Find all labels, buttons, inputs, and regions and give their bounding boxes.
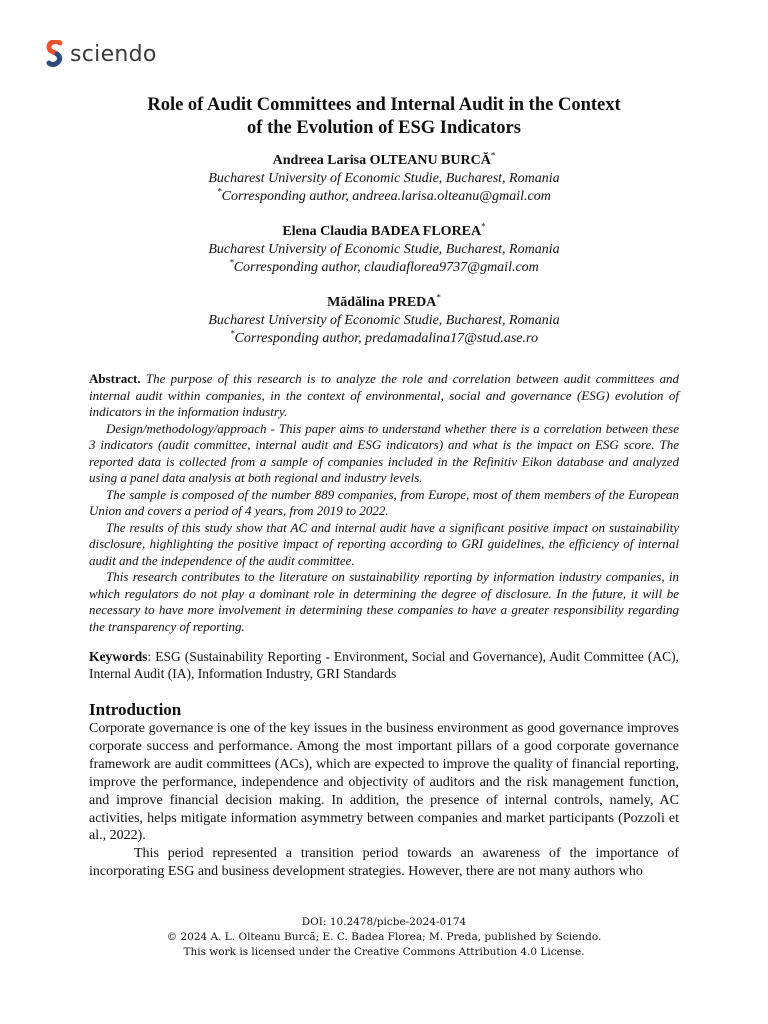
author-1 [90, 152, 678, 206]
body-paragraph: Corporate governance is one of the key issues in the business environment as good governance improves corporate success and performance. Among the most important pillars of a good corporate governance framework are audit committees (ACs), which are expected to improve the quality of financial reporting, improve the performance, independence and objectivity of auditors and the risk management function, and improve financial decision making. In addition, the presence of internal controls, namely, AC activities, helps mitigate information asymmetry between companies and market participants (Pozzoli et al., 2022). [89, 721, 679, 844]
abstract-paragraph: This research contributes to the literature on sustainability reporting by information industry companies, in which regulators do not play a dominant role in determining the degree of disclosure. In the future, it will be necessary to have more involvement in determining these companies to have a greater responsibility regarding the transparency of reporting. [89, 569, 679, 634]
abstract-paragraph: The purpose of this research is to analyze the role and correlation between audit committees and internal audit within companies, in the context of environmental, social and governance (ESG) evolution of indicators in the information industry. [89, 371, 680, 419]
author-name: Andreea Larisa OLTEANU BURCĂ [272, 153, 491, 168]
author-2 [90, 223, 678, 277]
corresponding-mark: * [230, 328, 235, 339]
abstract [89, 371, 679, 635]
page-footer [90, 915, 678, 960]
author-affiliation: Bucharest University of Economic Studie, Bucharest, Romania [208, 171, 560, 186]
doi-line: DOI: 10.2478/picbe-2024-0174 [301, 916, 467, 928]
keywords-text: : ESG (Sustainability Reporting - Environment, Social and Governance), Audit Committee (AC), Internal Audit (IA), Information Industry, GRI Standards [89, 649, 679, 681]
keywords-label: Keywords [89, 649, 148, 664]
corresponding-mark: * [490, 150, 496, 161]
title-line-1: Role of Audit Committees and Internal Audit in the Context [147, 95, 621, 115]
abstract-paragraph: The sample is composed of the number 889 companies, from Europe, most of them members of the European Union and covers a period of 4 years, from 2019 to 2022. [89, 486, 679, 518]
author-3 [90, 294, 678, 348]
introduction-body [89, 720, 679, 881]
abstract-paragraph: The results of this study show that AC and internal audit have a significant positive impact on sustainability disclosure, highlighting the positive impact of reporting according to GRI guidelines, the efficiency of internal audit and the independence of the audit committee. [89, 519, 679, 568]
author-affiliation: Bucharest University of Economic Studie, Bucharest, Romania [208, 242, 560, 257]
corresponding-mark: * [436, 292, 441, 303]
section-heading-introduction: Introduction [89, 700, 182, 719]
author-list [90, 152, 678, 365]
title-line-2: of the Evolution of ESG Indicators [247, 118, 521, 138]
sciendo-s-mark-icon [46, 40, 64, 68]
author-affiliation: Bucharest University of Economic Studie, Bucharest, Romania [208, 313, 560, 328]
logo-text: sciendo [70, 41, 157, 67]
author-name: Mădălina PREDA [327, 295, 437, 310]
publisher-logo [46, 40, 157, 68]
abstract-paragraph: Design/methodology/approach - This paper aims to understand whether there is a correlation between these 3 indicators (audit committee, internal audit and ESG indicators) and what is the impact on ESG score. The reported data is collected from a sample of companies included in the Refinitiv Eikon database and analyzed using a panel data analysis at both regional and industry levels. [89, 420, 679, 485]
author-name: Elena Claudia BADEA FLOREA [282, 224, 482, 239]
corresponding-mark: * [481, 221, 486, 232]
corresponding-email: Corresponding author, claudiaflorea9737@gmail.com [233, 260, 539, 275]
corresponding-mark: * [229, 257, 234, 268]
copyright-line: © 2024 A. L. Olteanu Burcă; E. C. Badea Florea; M. Preda, published by Sciendo. [166, 931, 602, 943]
abstract-label: Abstract. [89, 371, 141, 386]
corresponding-mark: * [217, 186, 222, 197]
paper-title [90, 94, 678, 140]
license-line: This work is licensed under the Creative Commons Attribution 4.0 License. [183, 946, 585, 958]
corresponding-email: Corresponding author, predamadalina17@stud.ase.ro [234, 331, 538, 346]
corresponding-email: Corresponding author, andreea.larisa.olteanu@gmail.com [221, 189, 551, 204]
body-paragraph: This period represented a transition period towards an awareness of the importance of incorporating ESG and business development strategies. However, there are not many authors who [89, 846, 679, 880]
keywords [89, 649, 679, 682]
